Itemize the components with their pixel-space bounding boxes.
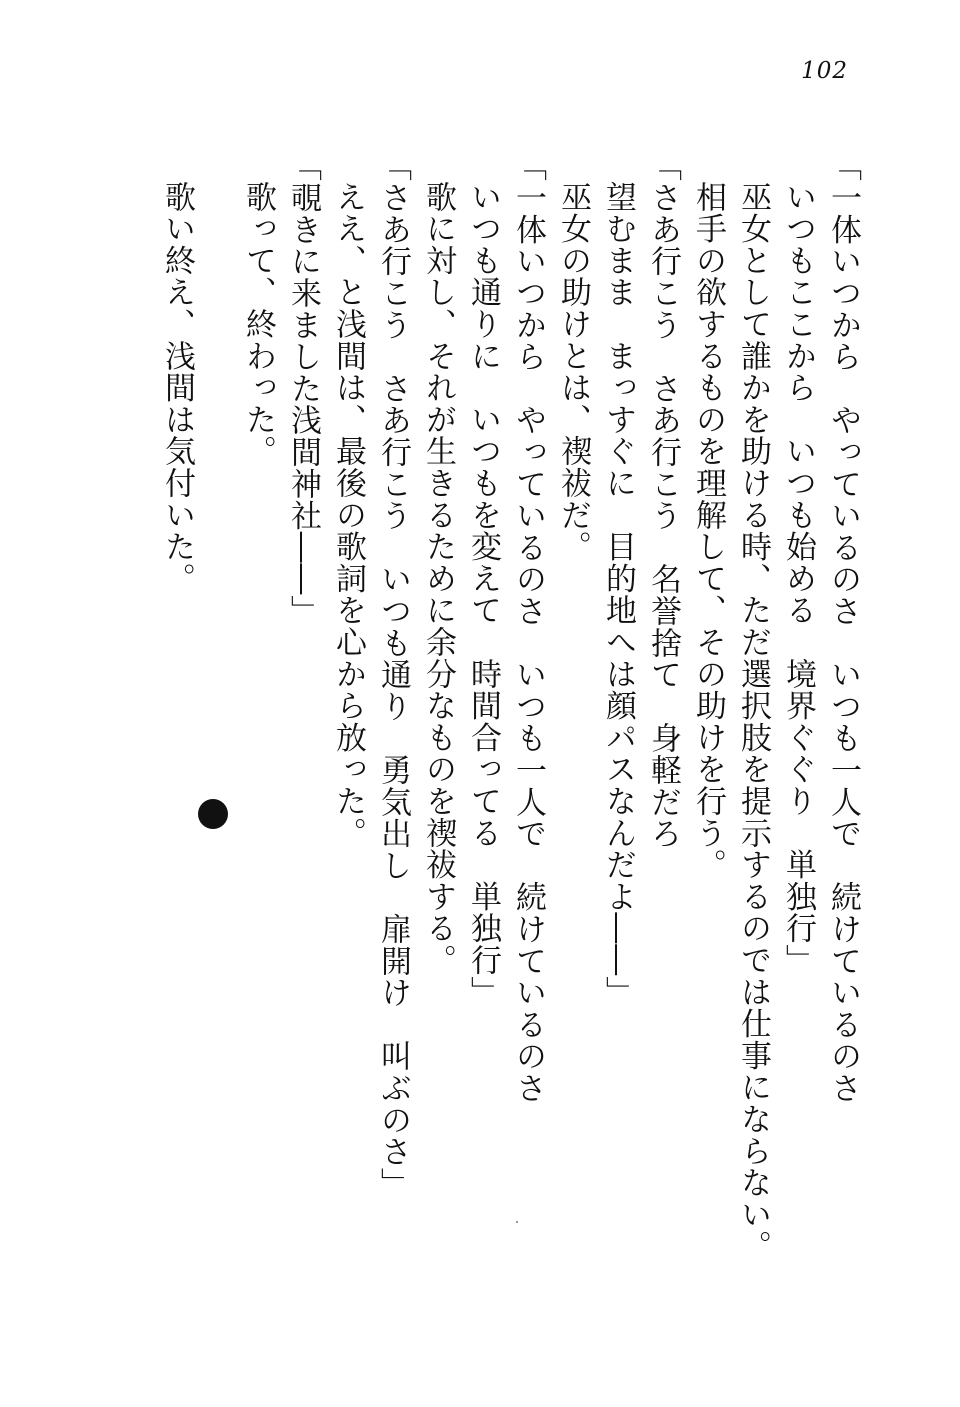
text-line: ええ、と浅間は、最後の歌詞を心から放った。 <box>330 181 366 849</box>
text-line: 「さあ行こう さあ行こう 名誉捨て 身軽だろ <box>645 150 681 850</box>
text-line-after-break: 歌い終え、浅間は気付いた。 <box>159 181 195 595</box>
text-line: いつもここから いつも始める 境界ぐぐり 単独行」 <box>780 181 816 976</box>
text-line: 「一体いつから やっているのさ いつも一人で 続けているのさ <box>825 150 861 1104</box>
filled-circle-icon <box>198 799 228 829</box>
text-line: 「さあ行こう さあ行こう いつも通り 勇気出し 扉開け 叫ぶのさ」 <box>375 150 411 1200</box>
text-line: 「覗きに来ました浅間神社――」 <box>285 150 321 627</box>
page-number: 102 <box>801 58 848 84</box>
text-line: 巫女の助けとは、禊祓だ。 <box>555 181 591 563</box>
scene-break <box>199 150 235 1220</box>
paper-speck <box>516 1221 518 1223</box>
text-line: 望むまま まっすぐに 目的地へは顔パスなんだよ――」 <box>600 181 636 1008</box>
text-line: 「一体いつから やっているのさ いつも一人で 続けているのさ <box>510 150 546 1104</box>
text-line: 巫女として誰かを助ける時、ただ選択肢を提示するのでは仕事にならない。 <box>735 181 771 1263</box>
text-line: 相手の欲するものを理解して、その助けを行う。 <box>690 181 726 881</box>
text-line: 歌に対し、それが生きるために余分なものを禊祓する。 <box>420 181 456 976</box>
text-line: 歌って、終わった。 <box>240 181 276 468</box>
text-line: いつも通りに いつもを変えて 時間合ってる 単独行」 <box>465 181 501 1008</box>
vertical-text-block <box>95 150 865 1263</box>
